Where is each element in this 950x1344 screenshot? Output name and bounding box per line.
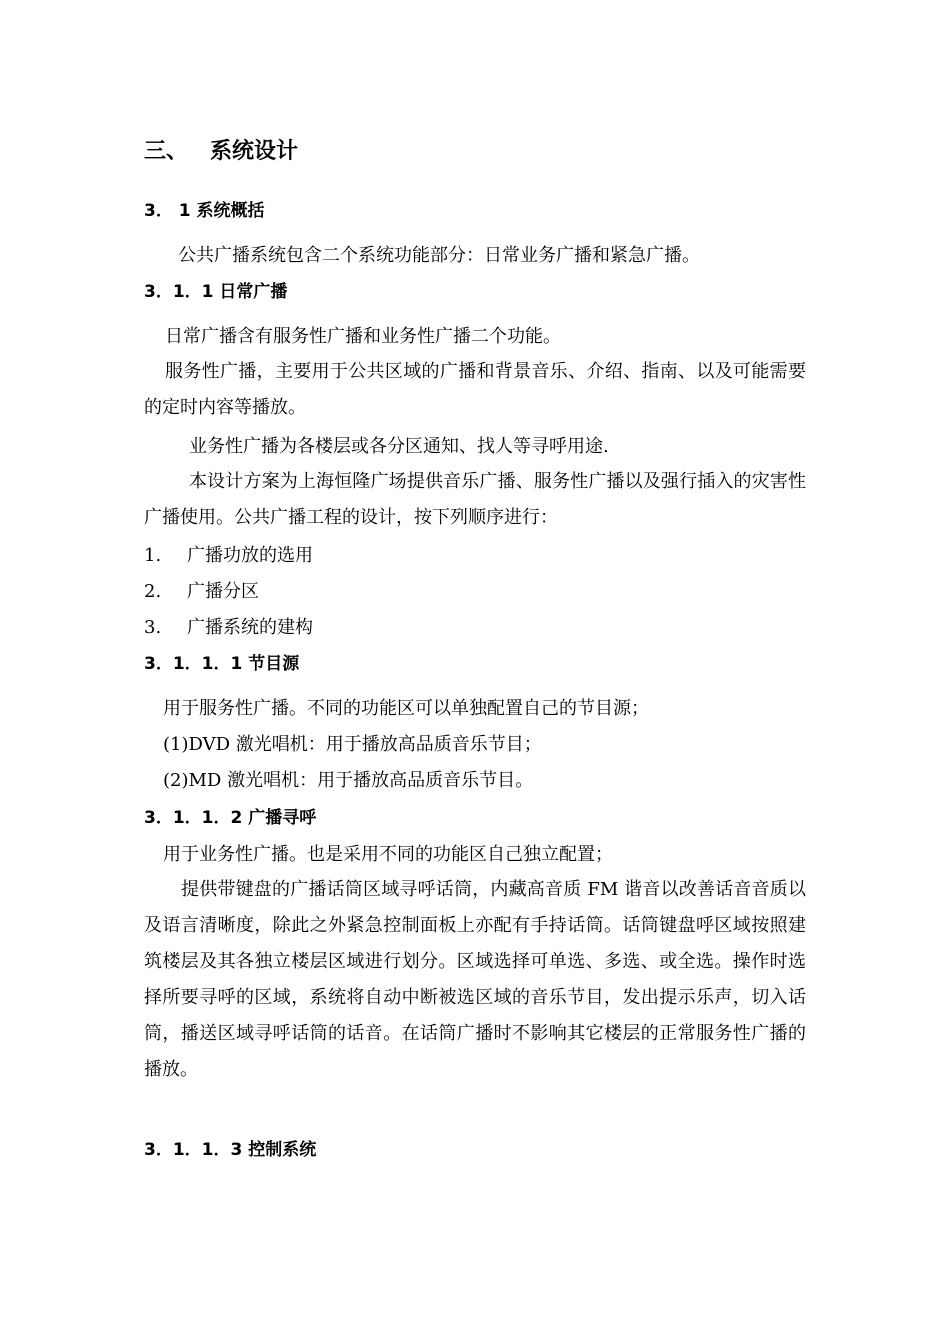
list-item-number: 2. — [144, 581, 162, 602]
paragraph-3-1-1-1-b: (1)DVD 激光唱机：用于播放高品质音乐节目； — [163, 734, 542, 755]
section-title: 系统设计 — [210, 139, 299, 164]
list-item-number: 3. — [144, 617, 162, 638]
list-item-text: 广播系统的建构 — [187, 617, 313, 638]
paragraph-3-1-1-c: 业务性广播为各楼层或各分区通知、找人等寻呼用途. — [189, 436, 609, 457]
heading-3-1-1: 3．1．1 日常广播 — [144, 282, 288, 302]
paragraph-3-1: 公共广播系统包含二个系统功能部分：日常业务广播和紧急广播。 — [178, 245, 700, 266]
paragraph-3-1-1-2-a: 用于业务性广播。也是采用不同的功能区自己独立配置； — [163, 844, 613, 865]
paragraph-3-1-1-d: 本设计方案为上海恒隆广场提供音乐广播、服务性广播以及强行插入的灾害性广播使用。公共广播工程的设计，按下列顺序进行： — [144, 471, 806, 528]
list-item — [144, 615, 313, 641]
list-item-number: 1. — [144, 545, 162, 566]
heading-3-1-1-2: 3．1．1．2 广播寻呼 — [144, 808, 317, 828]
paragraph-3-1-1-a: 日常广播含有服务性广播和业务性广播二个功能。 — [165, 326, 561, 347]
section-heading — [144, 137, 298, 167]
list-item-text: 广播分区 — [187, 581, 259, 602]
section-number: 三、 — [144, 139, 189, 164]
heading-3-1-1-1: 3．1．1．1 节目源 — [144, 654, 300, 674]
heading-3-1-1-3: 3．1．1．3 控制系统 — [144, 1140, 317, 1160]
list-item — [144, 543, 313, 569]
heading-3-1: 3． 1 系统概括 — [144, 201, 265, 221]
paragraph-3-1-1-b: 服务性广播，主要用于公共区域的广播和背景音乐、介绍、指南、以及可能需要的定时内容等播放。 — [144, 361, 806, 418]
paragraph-3-1-1-1-a: 用于服务性广播。不同的功能区可以单独配置自己的节目源； — [163, 698, 649, 719]
paragraph-3-1-1-1-c: (2)MD 激光唱机：用于播放高品质音乐节目。 — [163, 770, 534, 791]
paragraph-3-1-1-2-b: 提供带键盘的广播话筒区域寻呼话筒，内藏高音质 FM 谐音以改善话音音质以及语言清晰度，除此之外紧急控制面板上亦配有手持话筒。话筒键盘呼区域按照建筑楼层及其各独立楼层区域进行划分。区域选择可单选、多选、或全选。操作时选择所要寻呼的区域，系统将自动中断被选区域的音乐节目，发出提示乐声，切入话筒，播送区域寻呼话筒的话音。在话筒广播时不影响其它楼层的正常服务性广播的播放。 — [144, 879, 806, 1080]
list-item-text: 广播功放的选用 — [187, 545, 313, 566]
list-item — [144, 579, 259, 605]
